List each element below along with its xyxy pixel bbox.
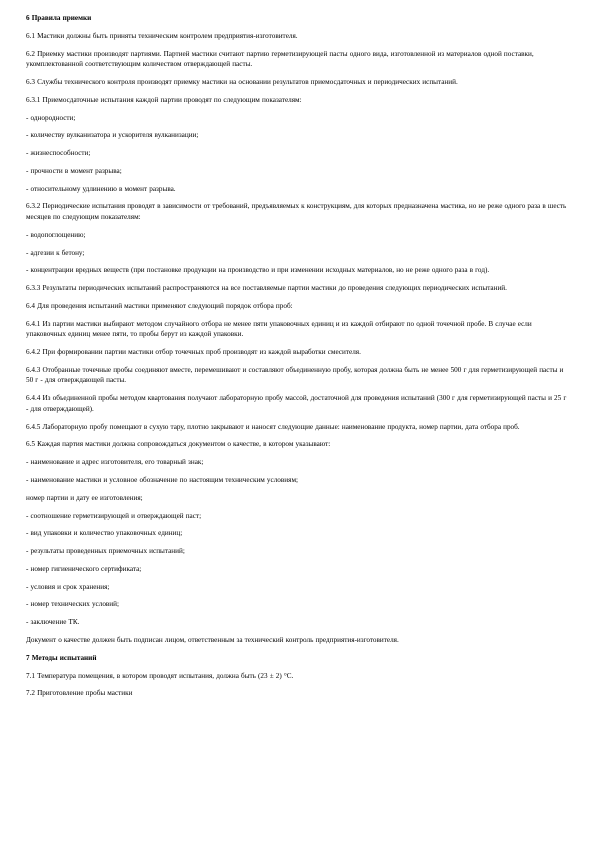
paragraph: - вид упаковки и количество упаковочных единиц;	[26, 529, 183, 538]
paragraph: 7.1 Температура помещения, в котором проводят испытания, должна быть (23 ± 2) °С.	[26, 671, 294, 680]
paragraph: - относительному удлинению в момент разрыва.	[26, 184, 176, 193]
paragraph: номер партии и дату ее изготовления;	[26, 493, 143, 502]
document-page	[26, 13, 568, 706]
section-heading: 7 Методы испытаний	[26, 653, 97, 662]
paragraph: 6.4.2 При формировании партии мастики отбор точечных проб производят из каждой выработки смесителя.	[26, 348, 361, 357]
paragraph: 6.5 Каждая партия мастики должна сопровождаться документом о качестве, в котором указывают:	[26, 440, 331, 449]
paragraph: 6.4.3 Отобранные точечные пробы соединяют вместе, перемешивают и составляют объединенную пробу, которая должна быть не менее 500 г для герметизирующей пасты и 50 г - для отверждающей пасты.	[26, 365, 564, 385]
paragraph: - прочности в момент разрыва;	[26, 166, 122, 175]
paragraph: Документ о качестве должен быть подписан лицом, ответственным за технический контроль предприятия-изготовителя.	[26, 635, 399, 644]
section-heading: 6 Правила приемки	[26, 14, 92, 22]
paragraph: 7.2 Приготовление пробы мастики	[26, 689, 133, 698]
paragraph: - заключение ТК.	[26, 618, 80, 627]
paragraph: 6.3 Службы технического контроля производят приемку мастики на основании результатов приемосдаточных и периодических испытаний.	[26, 77, 458, 86]
paragraph: - результаты проведенных приемочных испытаний;	[26, 547, 185, 556]
paragraph: - соотношение герметизирующей и отверждающей паст;	[26, 511, 202, 520]
paragraph: 6.3.1 Приемосдаточные испытания каждой партии проводят по следующим показателям:	[26, 95, 302, 104]
paragraph: 6.4.1 Из партии мастики выбирают методом случайного отбора не менее пяти упаковочных единиц и из каждой отбирают по одной точечной пробе. В случае если упаковочных единиц менее пяти, то пробы берут из каждой упаковки.	[26, 319, 532, 339]
paragraph: 6.1 Мастики должны быть приняты техническим контролем предприятия-изготовителя.	[26, 31, 298, 40]
paragraph: 6.3.3 Результаты периодических испытаний распространяются на все поставляемые партии мастики до проведения следующих периодических испытаний.	[26, 284, 507, 293]
paragraph: - концентрации вредных веществ (при постановке продукции на производство и при изменении исходных материалов, но не реже одного раза в год).	[26, 266, 490, 275]
paragraph: - номер технических условий;	[26, 600, 119, 609]
paragraph: - наименование мастики и условное обозначение по настоящим техническим условиям;	[26, 475, 298, 484]
paragraph: - жизнеспособности;	[26, 149, 91, 158]
paragraph: 6.4 Для проведения испытаний мастики применяют следующий порядок отбора проб:	[26, 301, 293, 310]
paragraph: - однородности;	[26, 113, 76, 122]
paragraph: - условия и срок хранения;	[26, 582, 110, 591]
paragraph: - количеству вулканизатора и ускорителя вулканизации;	[26, 131, 199, 140]
paragraph: - адгезии к бетону;	[26, 248, 85, 257]
paragraph: - наименование и адрес изготовителя, его товарный знак;	[26, 458, 204, 467]
paragraph: 6.2 Приемку мастики производят партиями. Партией мастики считают партию герметизирующей пасты одного вида, изготовленной из материалов одной поставки, укомплектованной соответствующим количеством отверждающей пасты.	[26, 49, 534, 69]
paragraph: 6.3.2 Периодические испытания проводят в зависимости от требований, предъявляемых к конструкциям, для которых предназначена мастика, но не реже одного раза в шесть месяцев по следующим показателям:	[26, 202, 567, 221]
paragraph: - номер гигиенического сертификата;	[26, 564, 142, 573]
paragraph: - водопоглощению;	[26, 230, 86, 239]
paragraph: 6.4.5 Лабораторную пробу помещают в сухую тару, плотно закрывают и наносят следующие данные: наименование продукта, номер партии, дата отбора проб.	[26, 422, 520, 431]
paragraph: 6.4.4 Из объединенной пробы методом квартования получают лабораторную пробу массой, достаточной для проведения испытаний (300 г для герметизирующей пасты и 25 г - для отверждающей).	[26, 394, 567, 413]
